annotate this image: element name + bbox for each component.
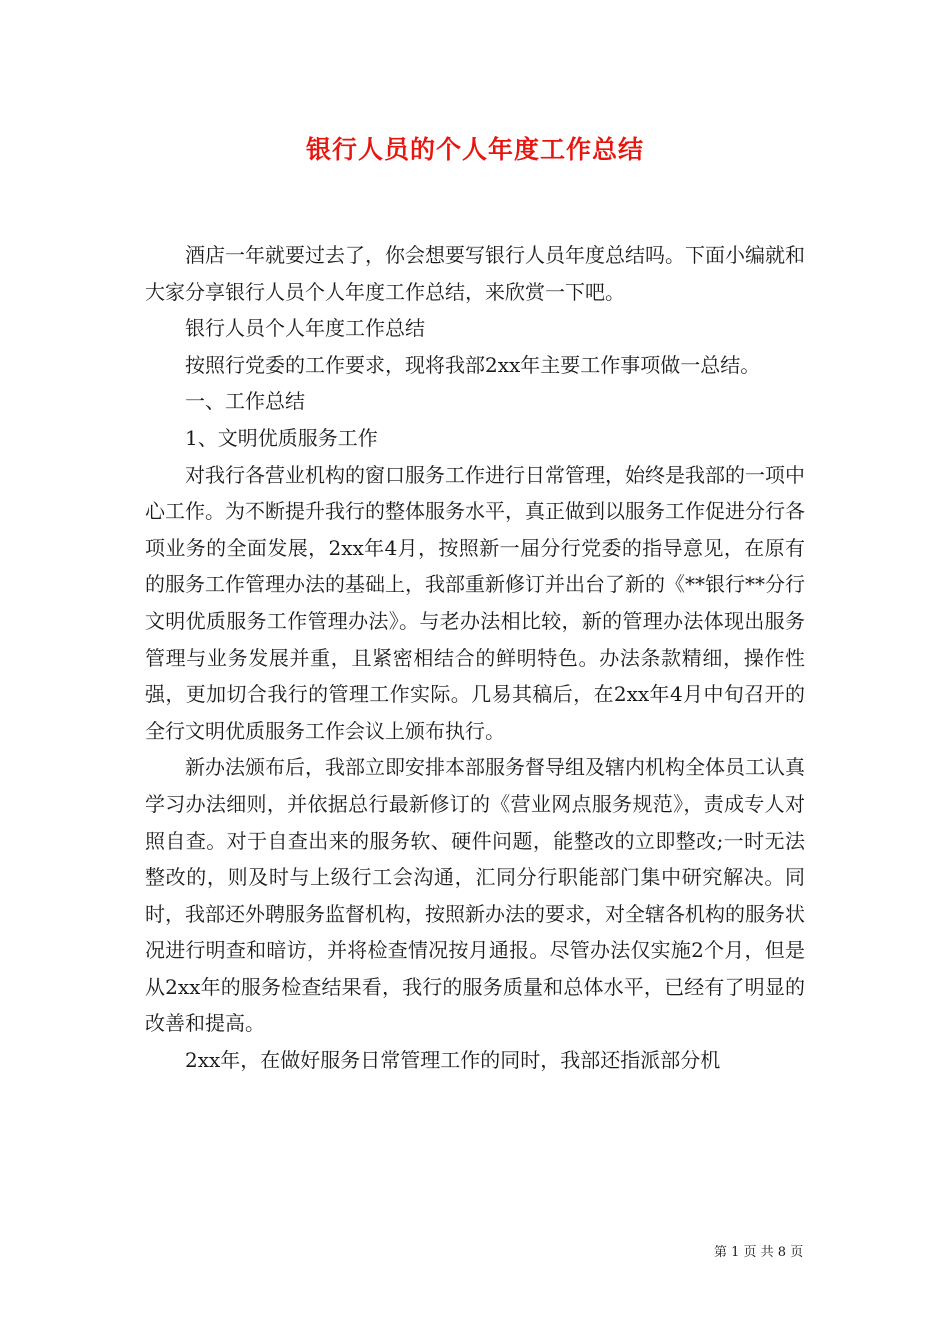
paragraph-service-management: 对我行各营业机构的窗口服务工作进行日常管理，始终是我部的一项中心工作。为不断提升我行的整体服务水平，真正做到以服务工作促进分行各项业务的全面发展，2xx年4月，按照新一届分行党委的指导意见，在原有的服务工作管理办法的基础上，我部重新修订并出台了新的《**银行**分行文明优质服务工作管理办法》。与老办法相比较，新的管理办法体现出服务管理与业务发展并重，且紧密相结合的鲜明特色。办法条款精细，操作性强，更加切合我行的管理工作实际。几易其稿后，在2xx年4月中旬召开的全行文明优质服务工作会议上颁布执行。 bbox=[145, 462, 805, 743]
paragraph-subtitle: 银行人员个人年度工作总结 bbox=[185, 316, 425, 341]
page-number: 第 1 页 共 8 页 bbox=[714, 1245, 804, 1260]
paragraph-intro: 酒店一年就要过去了，你会想要写银行人员年度总结吗。下面小编就和大家分享银行人员个人年度工作总结，来欣赏一下吧。 bbox=[145, 243, 805, 304]
document-title: 银行人员的个人年度工作总结 bbox=[305, 135, 644, 164]
section-heading: 一、工作总结 bbox=[185, 389, 305, 414]
subsection-heading: 1、文明优质服务工作 bbox=[185, 425, 378, 450]
paragraph-preface: 按照行党委的工作要求，现将我部2xx年主要工作事项做一总结。 bbox=[185, 352, 761, 377]
document-body bbox=[145, 237, 805, 1079]
paragraph-continued: 2xx年，在做好服务日常管理工作的同时，我部还指派部分机 bbox=[185, 1048, 721, 1073]
paragraph-new-method: 新办法颁布后，我部立即安排本部服务督导组及辖内机构全体员工认真学习办法细则，并依据总行最新修订的《营业网点服务规范》，责成专人对照自查。对于自查出来的服务软、硬件问题，能整改的立即整改;一时无法整改的，则及时与上级行工会沟通，汇同分行职能部门集中研究解决。同时，我部还外聘服务监督机构，按照新办法的要求，对全辖各机构的服务状况进行明查和暗访，并将检查情况按月通报。尽管办法仅实施2个月，但是从2xx年的服务检查结果看，我行的服务质量和总体水平，已经有了明显的改善和提高。 bbox=[145, 755, 805, 1036]
